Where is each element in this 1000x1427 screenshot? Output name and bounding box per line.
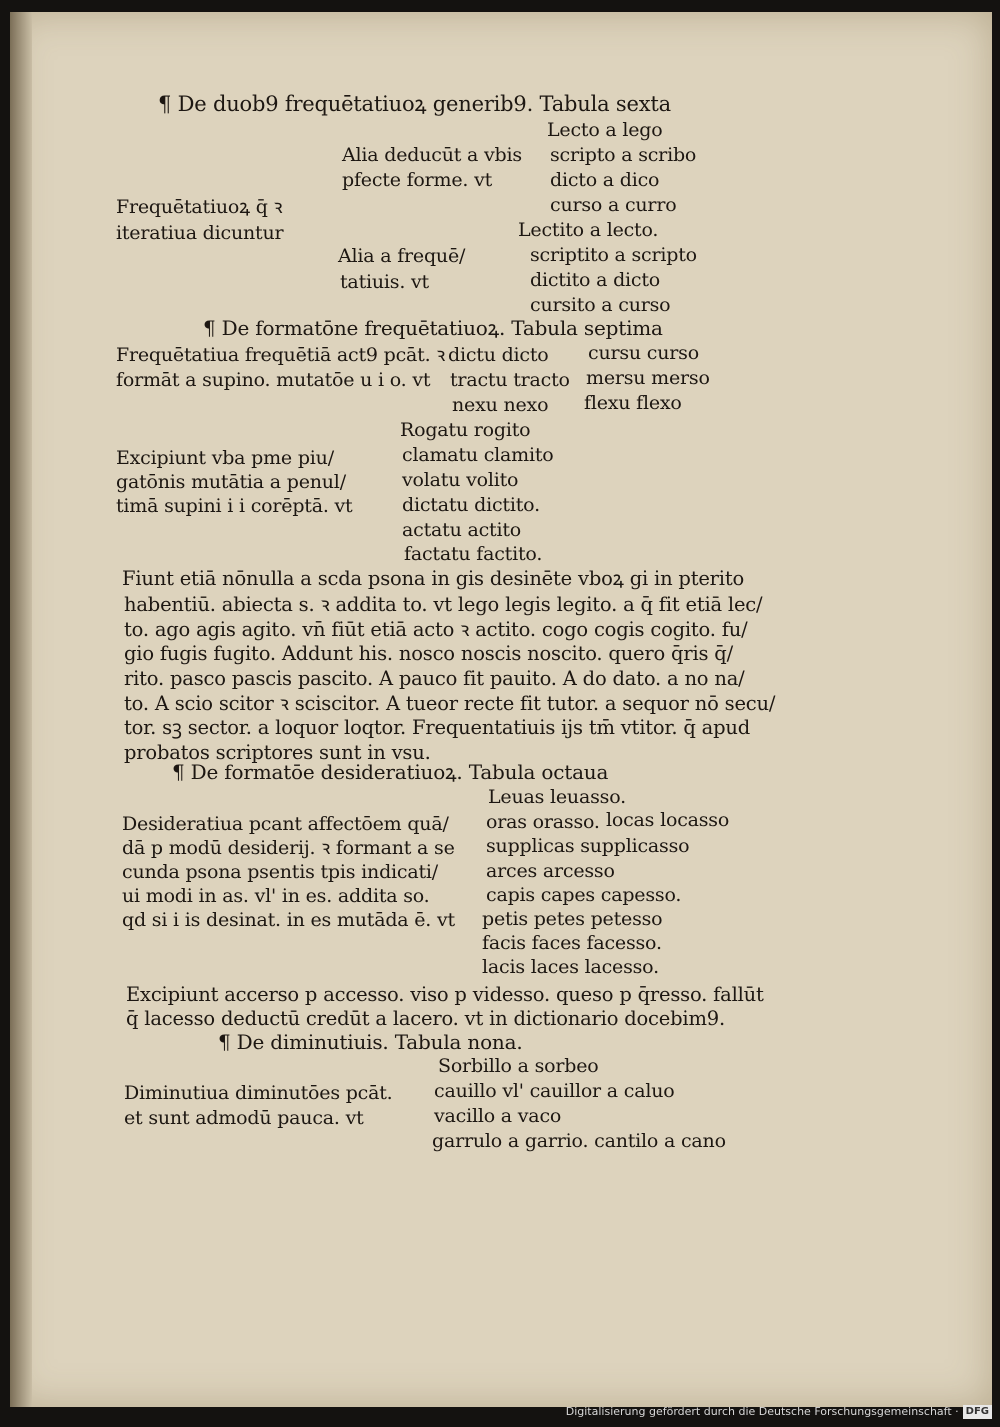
table7-left-line: timā supini i i corēptā. vt [116,495,353,517]
table6-middle-line: Alia deducūt a vbis [342,144,522,166]
table8-right-line: locas locasso [606,809,730,831]
table8-right-line: arces arcesso [486,860,615,882]
paragraph-line: probatos scriptores sunt in vsu. [124,741,431,764]
table9-right-line: vacillo a vaco [434,1105,562,1127]
table8-right-line: petis petes petesso [482,908,663,930]
table8-right-line: oras orasso. [486,811,600,833]
table7-left-line: Frequētatiua frequētiā act9 pcāt. ꝛ [116,344,446,366]
table7-right-line: flexu flexo [584,392,682,414]
heading-tabula-nona: ¶ De diminutiuis. Tabula nona. [218,1030,523,1054]
table6-left-line: iteratiua dicuntur [116,222,284,244]
paragraph-line: gio fugis fugito. Addunt his. nosco noscis noscito. quero q̄ris q̄/ [124,642,733,665]
table8-left-line: qd si i is desinat. in es mutāda ē. vt [122,909,455,931]
table7-middle-line: tractu tracto [450,369,570,391]
paragraph-line: to. A scio scitor ꝛ sciscitor. A tueor recte fit tutor. a sequor nō secu/ [124,692,776,715]
table8-left-line: Desideratiua pcant affectōem quā/ [122,813,449,835]
dfg-logo: DFG [963,1405,992,1419]
footer-text: Digitalisierung gefördert durch die Deutsche Forschungsgemeinschaft · [565,1405,959,1418]
table6-middle-line: pfecte forme. vt [342,169,493,191]
table6-right-line: cursito a curso [530,294,671,316]
exception-line: Excipiunt accerso p accesso. viso p videsso. queso p q̄resso. fallūt [126,983,764,1006]
table8-left-line: cunda psona psentis tpis indicati/ [122,861,438,883]
table8-right-line: facis faces facesso. [482,932,662,954]
paragraph-line: to. ago agis agito. vn̄ fiūt etiā acto ꝛ actito. cogo cogis cogito. fu/ [124,618,748,641]
paragraph-line: rito. pasco pascis pascito. A pauco fit pauito. A do dato. a no na/ [124,667,745,690]
paragraph-line: habentiū. abiecta s. ꝛ addita to. vt lego legis legito. a q̄ fit etiā lec/ [124,593,763,616]
table7-middle-line: actatu actito [402,519,521,541]
table7-right-line: cursu curso [588,342,699,364]
table6-right-line: scripto a scribo [550,144,697,166]
table6-right-line: curso a curro [550,194,677,216]
table7-middle-line: clamatu clamito [402,444,554,466]
table7-middle-line: dictu dicto [448,344,549,366]
table8-right-line: capis capes capesso. [486,884,682,906]
page-gutter [10,12,32,1407]
table8-left-line: ui modi in as. vl' in es. addita so. [122,885,430,907]
table6-middle-line: tatiuis. vt [340,271,429,293]
paragraph-line: tor. sꝫ sector. a loquor loqtor. Frequentatiuis ijs tm̄ vtitor. q̄ apud [124,716,751,739]
table7-right-line: mersu merso [586,367,710,389]
table8-right-line: lacis laces lacesso. [482,956,659,978]
table7-middle-line: nexu nexo [452,394,549,416]
table6-middle-line: Alia a frequē/ [338,245,466,267]
table7-left-line: Excipiunt vba pme piu/ [116,447,334,469]
heading-tabula-sexta: ¶ De duob9 frequētatiuoꝝ generib9. Tabula sexta [158,92,671,116]
table8-right-line: supplicas supplicasso [486,835,690,857]
table6-right-line: dictito a dicto [530,269,661,291]
table8-left-line: dā p modū desiderij. ꝛ formant a se [122,837,455,859]
table7-left-line: formāt a supino. mutatōe u i o. vt [116,369,431,391]
heading-tabula-octaua: ¶ De formatōe desideratiuoꝝ. Tabula octaua [172,760,609,784]
table6-right-line: Lectito a lecto. [518,219,659,241]
table7-middle-line: volatu volito [402,469,519,491]
table6-right-line: scriptito a scripto [530,244,697,266]
table6-left-line: Frequētatiuoꝝ q̄ ꝛ [116,196,283,218]
table9-left-line: Diminutiua diminutōes pcāt. [124,1082,393,1104]
table7-middle-line: factatu factito. [404,543,543,565]
table8-right-line: Leuas leuasso. [488,786,626,808]
table9-right-line: garrulo a garrio. cantilo a cano [432,1130,726,1152]
table7-left-line: gatōnis mutātia a penul/ [116,471,346,493]
funding-footer [566,1403,992,1421]
table7-middle-line: dictatu dictito. [402,494,540,516]
table9-right-line: cauillo vl' cauillor a caluo [434,1080,675,1102]
paragraph-line: Fiunt etiā nōnulla a scda psona in gis desinēte vboꝝ gi in pterito [122,567,745,590]
table6-right-line: dicto a dico [550,169,660,191]
heading-tabula-septima: ¶ De formatōne frequētatiuoꝝ. Tabula septima [203,316,663,340]
exception-line: q̄ lacesso deductū credūt a lacero. vt in dictionario docebim9. [126,1007,725,1030]
table6-right-line: Lecto a lego [547,119,663,141]
table7-middle-line: Rogatu rogito [400,419,531,441]
table9-left-line: et sunt admodū pauca. vt [124,1107,364,1129]
table9-right-line: Sorbillo a sorbeo [438,1055,599,1077]
